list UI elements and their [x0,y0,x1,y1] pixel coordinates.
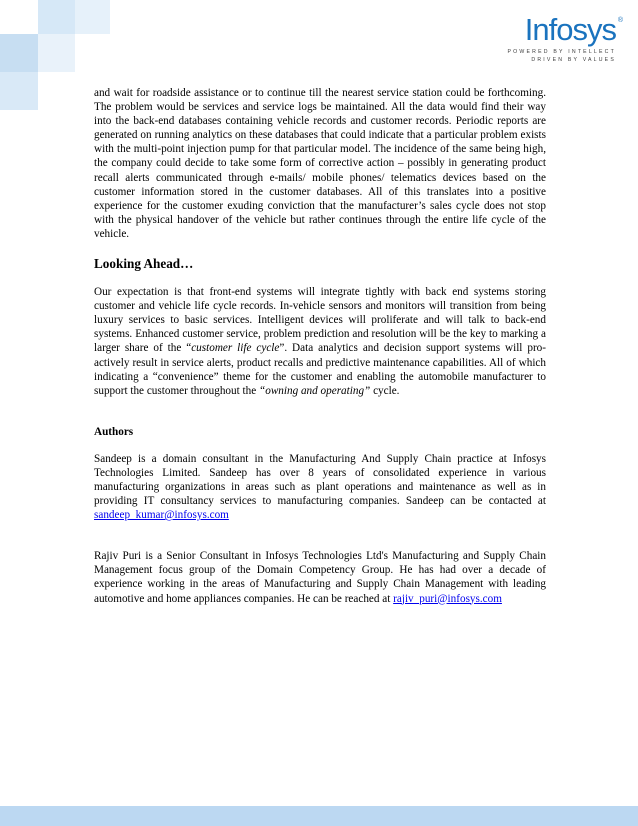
email-link-rajiv[interactable]: rajiv_puri@infosys.com [393,592,502,605]
registered-mark: ® [617,17,622,24]
decorative-square [38,34,75,72]
emphasis-text: “owning and operating” [259,384,371,397]
spacer [94,522,546,549]
logo-tagline-2: DRIVEN BY VALUES [531,57,616,63]
infosys-logo [496,12,622,64]
decorative-square [0,72,38,110]
decorative-square [0,34,38,72]
paragraph-text: cycle. [370,384,400,397]
email-link-sandeep[interactable]: sandeep_kumar@infosys.com [94,509,229,522]
paragraph-text: Our expectation is that front-end systems will integrate tightly with back end systems storing customer and vehicle life cycle records. In-vehicle sensors and monitors will transition from being luxury services to basic services. Intelligent devices will proliferate and will talk to back-end systems. Enhanced customer service, problem prediction and resolution will be the key to marking a larger share of the “ [94,286,546,355]
author-bio-rajiv [94,549,546,605]
emphasis-text: customer life cycle [191,342,280,355]
looking-ahead-paragraph [94,285,546,398]
decorative-square [38,0,75,34]
logo-tagline-1: POWERED BY INTELLECT [507,49,616,55]
author-bio-sandeep [94,452,546,522]
decorative-square [75,0,110,34]
footer-bar [0,806,638,826]
author-bio-text: Sandeep is a domain consultant in the Manufacturing And Supply Chain practice at Infosys Technologies Limited. Sandeep has over 8 years of consolidated experience in various manufacturing organizations in areas such as plant operations and maintenance as well as in providing IT consultancy services to manufacturing companies. Sandeep can be contacted at [94,452,546,508]
author-bio-text: Rajiv Puri is a Senior Consultant in Infosys Technologies Ltd's Manufacturing and Supply Chain Management focus group of the Domain Competency Group. He has had over a decade of experience working in the areas of Manufacturing and Supply Chain Management with leading automotive and home appliances companies. He can be reached at [94,550,546,605]
authors-heading: Authors [94,425,134,438]
intro-paragraph: and wait for roadside assistance or to continue till the nearest service station could be forthcoming. The problem would be services and service logs be maintained. All the data would find their way into the back-end databases containing vehicle records and customer records. Periodic reports are generated on running analytics on these databases that could indicate that a particular problem exists with the multi-point injection pump for that particular model. The incidence of the same being high, the company could decide to take some form of corrective action – possibly in generating product recall alerts communicated through e-mails/ mobile phones/ telematics devices based on the customer information stored in the customer databases. All of this translates into a positive experience for the customer exuding conviction that the manufacturer’s sales cycle does not stop with the physical handover of the vehicle but rather continues through the entire life cycle of the vehicle. [94,87,546,240]
logo-wordmark: Infosys ® [524,12,622,47]
paragraph-text: ”. Data analytics and decision support systems will pro-actively result in service alerts, product recalls and predictive maintenance capabilities. All of which indicating a “convenience” theme for the customer and enabling the automobile manufacturer to support the customer throughout the [94,342,546,397]
document-body [94,86,546,606]
looking-ahead-heading: Looking Ahead… [94,256,194,272]
